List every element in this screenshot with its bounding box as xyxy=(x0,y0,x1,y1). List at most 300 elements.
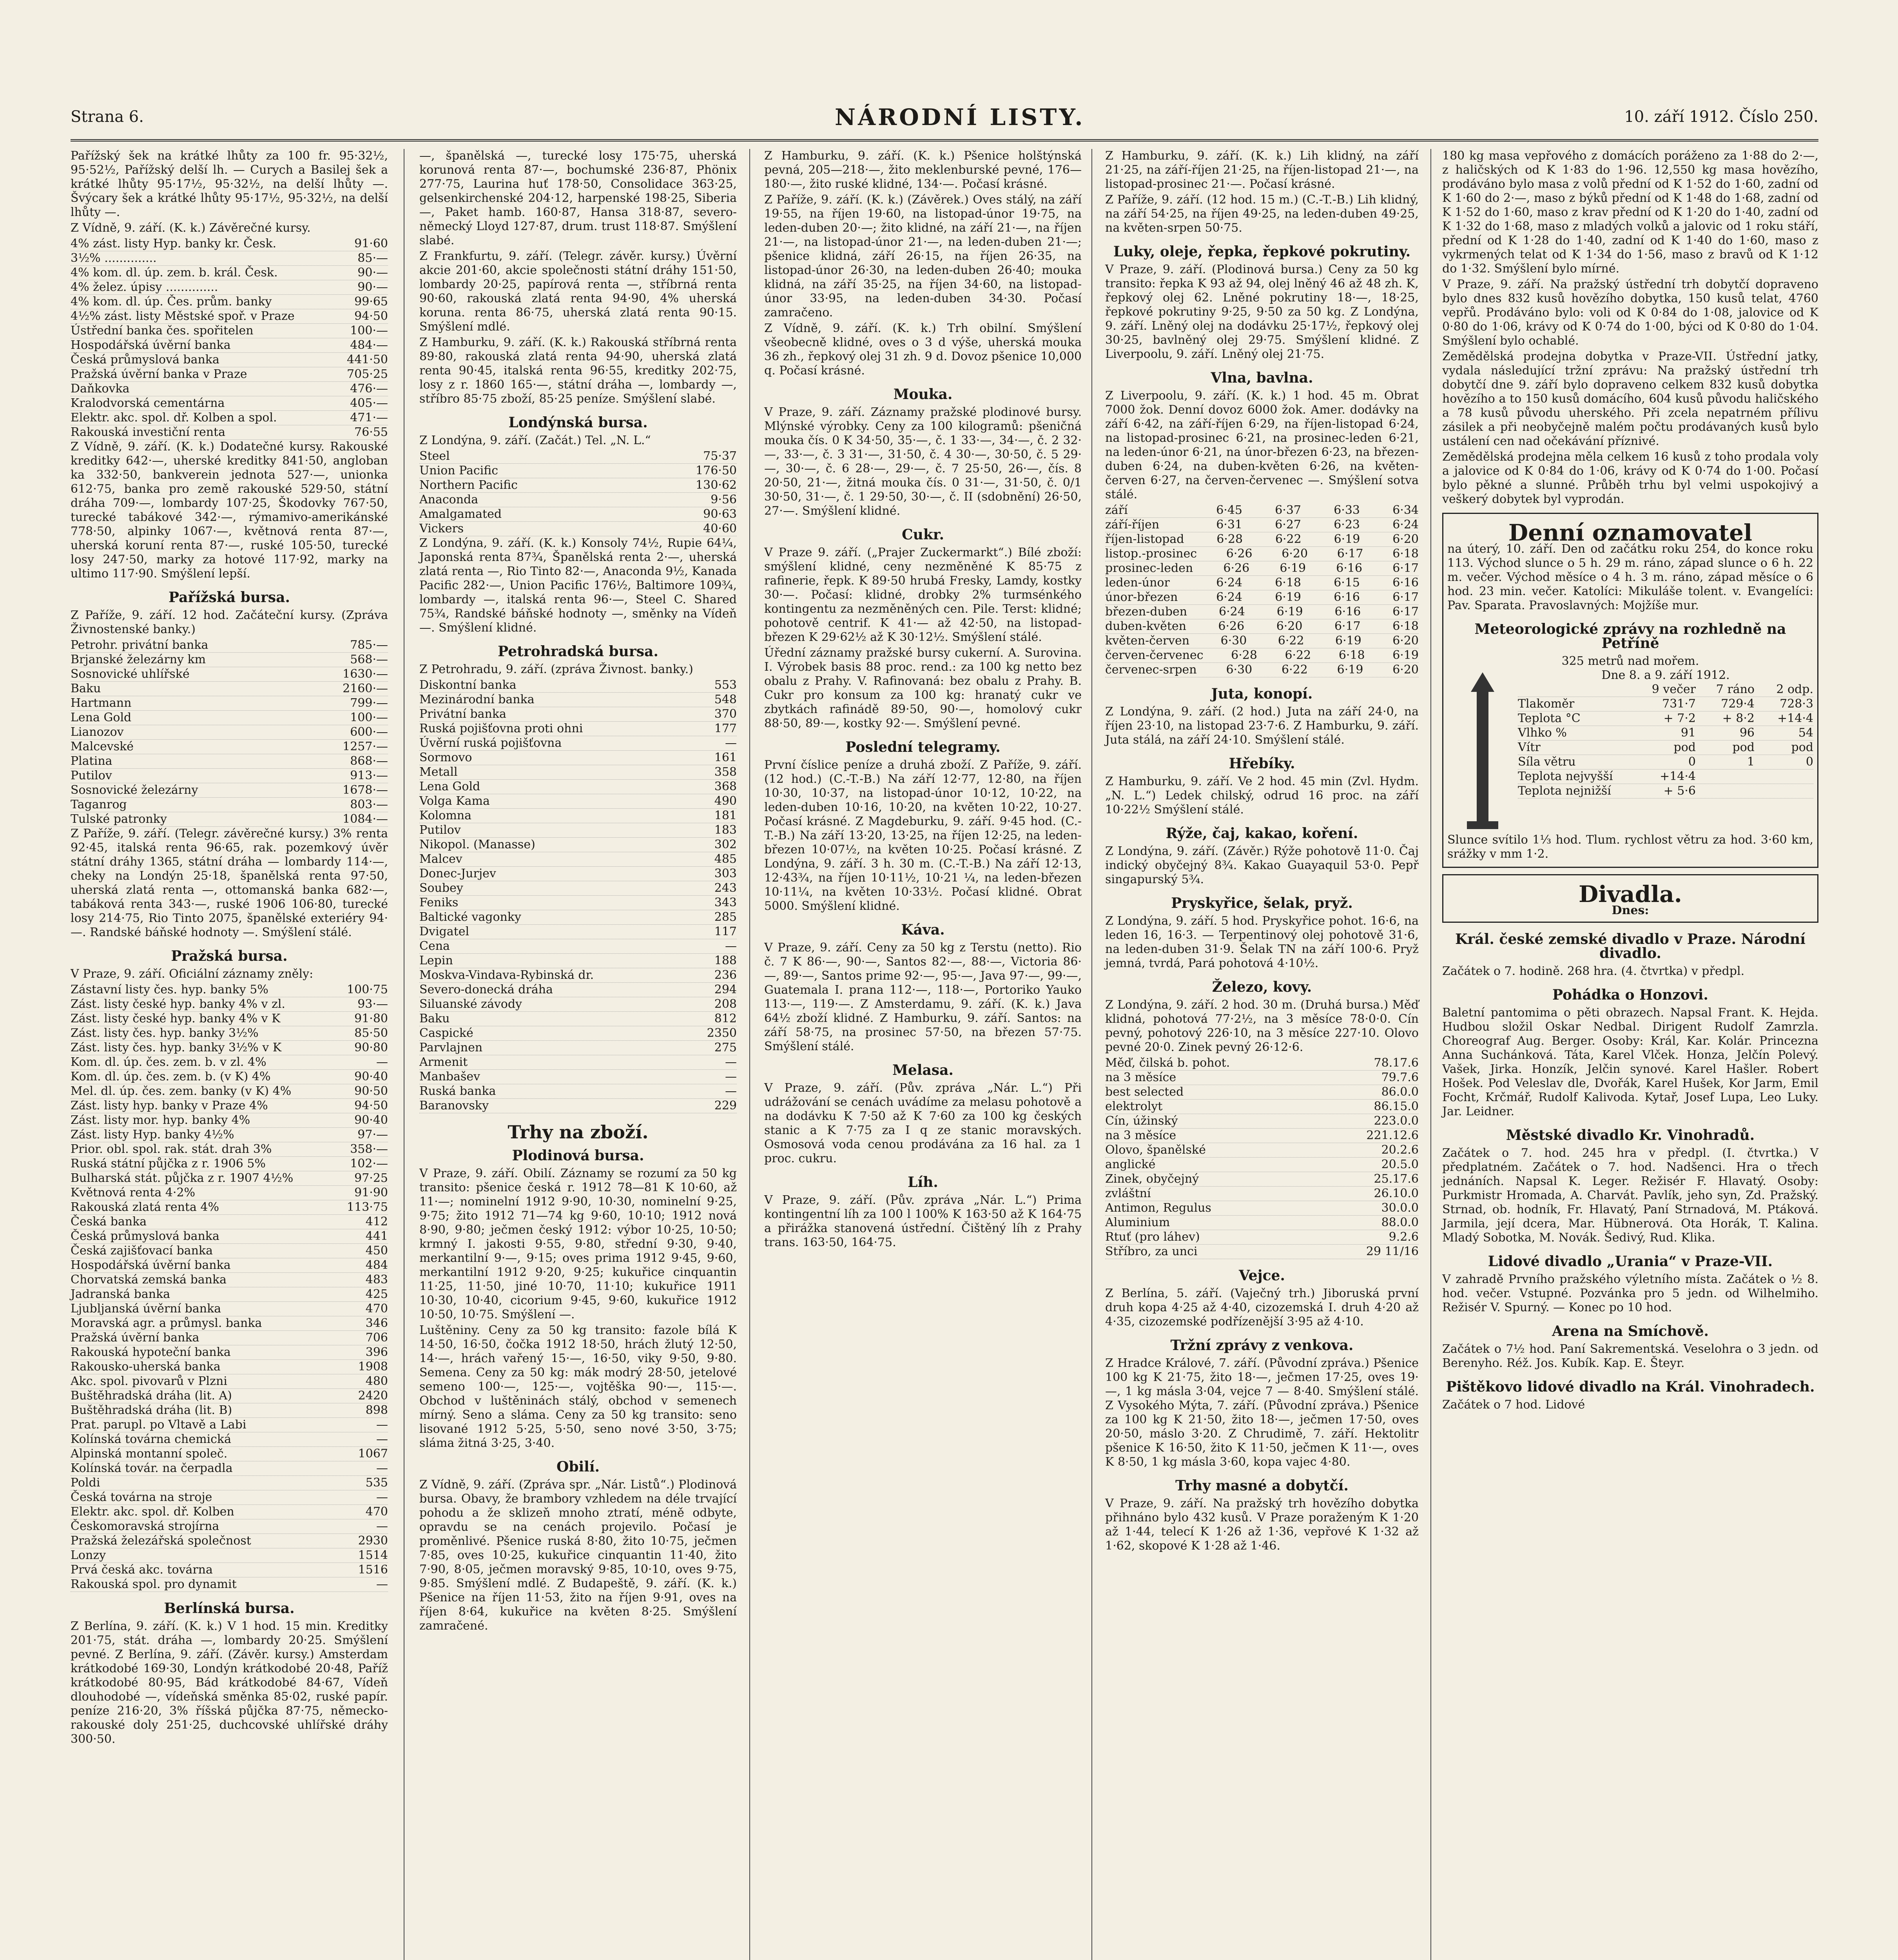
rate-table xyxy=(71,237,388,440)
table-cell: 6·16 xyxy=(1334,605,1361,619)
table-cell: 731·7 xyxy=(1662,697,1696,711)
table-row xyxy=(71,1171,388,1186)
table-cell: 0 xyxy=(1688,755,1696,769)
table-cell: 91·60 xyxy=(354,237,388,250)
table-row xyxy=(1105,576,1419,590)
table-cell: 303 xyxy=(714,867,737,880)
table-cell: Úvěrní ruská pojišťovna xyxy=(419,736,562,750)
table-cell: Elektr. akc. spol. dř. Kolben xyxy=(71,1505,234,1519)
table-cell: 6·20 xyxy=(1392,663,1419,677)
table-cell: Rakouská hypoteční banka xyxy=(71,1345,231,1359)
table-cell: 100·— xyxy=(350,711,388,724)
table-row xyxy=(419,823,737,838)
table-row xyxy=(419,983,737,997)
table-row xyxy=(1105,1114,1419,1129)
table-row xyxy=(1105,1085,1419,1100)
table-cell: Hospodářská úvěrní banka xyxy=(71,1258,231,1272)
table-row xyxy=(71,1374,388,1389)
article-text: Z Vídně, 9. září. (K. k.) Trh obilní. Smýšlení všeobecně klidné, oves o 3 d výše, uherská mouka 36 zh., řepkový olej 31 zh. 9 d. Dovoz pšenice 10,000 q. Počasí krásné. xyxy=(764,321,1082,377)
table-cell: 1084·— xyxy=(343,812,388,826)
table-cell: Zást. listy hyp. banky v Praze 4% xyxy=(71,1099,268,1112)
article-text: Z Londýna, 9. září. (K. k.) Konsoly 74½, Rupie 64¼, Japonská renta 87¾, Španělská renta 2·—, uherská zlatá renta —, Rio Tinto 82·—, Anaconda 9½, Kanada Pacific 282·—, Union Pacific 176½, Baltimore 109¾, lombardy —, italská renta 96·—, Steel C. Shared 75¾, Randské báňské hodnoty —, směnky na Vídeň —. Smýšlení klidné. xyxy=(419,536,737,635)
table-cell: 803·— xyxy=(350,798,388,811)
table-cell: 6·22 xyxy=(1282,663,1308,677)
table-row xyxy=(1105,1201,1419,1216)
table-row xyxy=(1518,682,1813,697)
table-cell: 6·17 xyxy=(1392,590,1419,604)
table-cell: Hartmann xyxy=(71,696,132,710)
table-cell: Olovo, španělské xyxy=(1105,1143,1206,1157)
table-cell: 275 xyxy=(714,1041,737,1054)
table-row xyxy=(71,783,388,798)
table-row xyxy=(71,1041,388,1055)
article-text: Z Vídně, 9. září. (K. k.) Závěrečné kursy. xyxy=(71,221,311,235)
table-cell: Sosnovické uhlířské xyxy=(71,667,190,681)
table-cell: Teplota °C xyxy=(1518,711,1581,725)
table-row xyxy=(419,493,737,507)
table-cell: 476·— xyxy=(350,382,388,396)
table-cell: Lepin xyxy=(419,954,453,967)
table-cell: 441 xyxy=(365,1229,388,1243)
table-cell: 1257·— xyxy=(343,740,388,753)
table-row xyxy=(1518,726,1813,740)
article-text: První číslice peníze a druhá zboží. Z Paříže, 9. září. (12 hod.) (C.-T.-B.) Na září 12·77, 12·80, na říjen 10·30, 10·37, na listopad-únor 10·12, 10·22, na leden-duben 10·16, 10·20, na květen 10·22, 10·27. Počasí krásné. Z Magdeburku, 9. září. 9·45 hod. (C.-T.-B.) Na září 13·20, 13·25, na říjen 12·25, na leden-březen 10·07½, na květen 10·25. Počasí krásné. Z Londýna, 9. září. 3 h. 30 m. (C.-T.-B.) Na září 12·13, 12·43¾, na říjen 10·11½, 10·21 ¼, na leden-březen 10·11¼, na květen 10·33½. Počasí klidné. Obrat 5000. Smýšlení klidné. xyxy=(764,758,1082,913)
table-row xyxy=(71,1012,388,1026)
theatre-name: Lidové divadlo „Urania“ v Praze-VII. xyxy=(1488,1253,1773,1270)
table-cell: 6·22 xyxy=(1285,648,1311,662)
table-cell: 484 xyxy=(365,1258,388,1272)
table-row xyxy=(1105,561,1419,576)
table-cell: 223.0.0 xyxy=(1374,1114,1419,1128)
table-cell: pod xyxy=(1791,740,1813,754)
article-text: V Praze, 9. září. (Pův. zpráva „Nár. L.“) Při udrážování se cenách uvádíme za melasu pohotově a na dodávku K 7·50 až K 7·60 za 100 kg českých stanic a K 7·75 za I q ze stanic moravských. Osmosová voda cenou prodávána za 16 hal. za 1 proc. cukru. xyxy=(764,1081,1082,1165)
page-number: Strana 6. xyxy=(71,108,144,126)
table-cell: 705·25 xyxy=(347,367,388,381)
column-divider xyxy=(1430,149,1431,1960)
table-row xyxy=(71,411,388,425)
table-row xyxy=(1105,518,1419,532)
table-cell: 1 xyxy=(1747,755,1755,769)
table-row xyxy=(71,1548,388,1563)
section-heading: Cukr. xyxy=(902,526,944,543)
table-cell: 6·20 xyxy=(1282,547,1308,561)
table-cell: 706 xyxy=(365,1331,388,1345)
article-text: Pařížský šek na krátké lhůty za 100 fr. 95·32½, 95·52½, Pařížský delší lh. — Curych a Basilej šek a krátké lhůty 95·17½, 95·32½, na delší lhůty —. Švýcary šek a krátké lhůty 95·17½, 95·32½, na delší lhůty —. xyxy=(71,149,388,219)
section-heading: Líh. xyxy=(908,1174,938,1191)
table-cell: Kom. dl. úp. čes. zem. b. v zl. 4% xyxy=(71,1055,266,1069)
table-cell xyxy=(1755,784,1813,798)
table-cell: Rakousko-uherská banka xyxy=(71,1360,221,1374)
theatre-name: Pištěkovo lidové divadlo na Král. Vinohradech. xyxy=(1446,1379,1815,1395)
table-cell: 91 xyxy=(1680,726,1696,740)
table-cell: + 5·6 xyxy=(1663,784,1696,798)
table-row xyxy=(71,1389,388,1403)
table-cell: Steel xyxy=(419,449,450,463)
rate-table xyxy=(71,983,388,1215)
theatre-box xyxy=(1442,874,1818,923)
table-row xyxy=(419,522,737,536)
table-cell: — xyxy=(376,1519,388,1533)
table-cell: 471·— xyxy=(350,411,388,425)
table-cell: Manbašev xyxy=(419,1070,480,1083)
table-row xyxy=(71,1186,388,1200)
table-cell: 6·15 xyxy=(1334,576,1360,590)
table-row xyxy=(1105,532,1419,547)
table-cell: Bulharská stát. půjčka z r. 1907 4½% xyxy=(71,1171,294,1185)
table-cell: 93·— xyxy=(357,997,388,1011)
table-row xyxy=(71,237,388,251)
table-cell: 54 xyxy=(1798,726,1813,740)
table-row xyxy=(1105,1071,1419,1085)
table-cell: 86.0.0 xyxy=(1381,1085,1419,1099)
table-cell: Lonzy xyxy=(71,1548,106,1562)
table-row xyxy=(71,1070,388,1084)
table-cell: — xyxy=(725,1084,737,1098)
table-row xyxy=(71,711,388,725)
table-row xyxy=(419,751,737,765)
table-row xyxy=(419,838,737,852)
table-row xyxy=(1518,769,1813,784)
table-row xyxy=(419,997,737,1012)
table-row xyxy=(71,1157,388,1171)
table-row xyxy=(419,910,737,925)
table-cell: 2420 xyxy=(358,1389,388,1403)
table-cell: Tlakoměr xyxy=(1518,697,1575,711)
table-row xyxy=(419,707,737,722)
section-heading: Mouka. xyxy=(893,386,953,403)
table-cell: Teplota nejvyšší xyxy=(1518,769,1613,783)
table-cell: Feniks xyxy=(419,896,459,909)
table-cell: — xyxy=(376,1461,388,1475)
table-cell: Moskva-Vindava-Rybinská dr. xyxy=(419,968,594,982)
table-row xyxy=(71,1432,388,1447)
table-cell: Petrohr. privátní banka xyxy=(71,638,208,652)
table-cell: Privátní banka xyxy=(419,707,506,721)
section-heading: Železo, kovy. xyxy=(1212,979,1312,995)
table-cell: Amalgamated xyxy=(419,507,502,521)
table-cell: Platina xyxy=(71,754,112,768)
table-cell: Síla větru xyxy=(1518,755,1576,769)
table-cell: Caspické xyxy=(419,1026,473,1040)
article-text: Z Frankfurtu, 9. září. (Telegr. závěr. kursy.) Úvěrní akcie 201·60, akcie společnosti státní dráhy 151·50, lombardy 20·25, papírová renta —, stříbrná renta 90·60, rakouská zlatá renta 94·90, 4% uherská koruna. renta 86·75, uherská zlatá renta 90·15. Smýšlení mdlé. xyxy=(419,249,737,334)
table-cell: 6·19 xyxy=(1334,532,1360,546)
table-cell: Lianozov xyxy=(71,725,124,739)
table-cell xyxy=(1755,769,1813,784)
table-cell: 6·24 xyxy=(1392,518,1419,532)
table-cell: 85·50 xyxy=(354,1026,388,1040)
table-cell: 6·24 xyxy=(1216,576,1242,590)
table-row xyxy=(71,1200,388,1215)
article-text: Z Londýna, 9. září. (2 hod.) Juta na září 24·0, na říjen 23·10, na listopad 23·7·6. Z Hamburku, 9. září. Juta stálá, na září 24·10. Smýšlení stálé. xyxy=(1105,705,1419,747)
table-cell: 6·45 xyxy=(1216,503,1242,517)
table-row xyxy=(71,1490,388,1505)
section-heading: Berlínská bursa. xyxy=(164,1600,295,1617)
table-row xyxy=(1518,784,1813,799)
table-cell: 26.10.0 xyxy=(1374,1187,1419,1200)
table-cell: Česká průmyslová banka xyxy=(71,353,219,367)
table-row xyxy=(71,324,388,338)
table-row xyxy=(419,852,737,867)
table-cell: 6·23 xyxy=(1334,518,1360,532)
column-4 xyxy=(1105,149,1419,1960)
article-text: V Praze, 9. září. (Pův. zpráva „Nár. L.“) Prima kontingentní líh za 100 l 100% K 163·50 až K 164·75 a přirážka stanovená ústřední. Čištěný líh z Prahy trans. 163·50, 164·75. xyxy=(764,1193,1082,1249)
table-row xyxy=(71,1563,388,1577)
table-row xyxy=(1105,648,1419,663)
table-cell: — xyxy=(725,736,737,750)
section-heading: Tržní zprávy z venkova. xyxy=(1170,1337,1354,1354)
rate-table xyxy=(71,1215,388,1592)
table-cell: Vlhko % xyxy=(1518,726,1567,740)
table-row xyxy=(71,1128,388,1142)
table-cell: 183 xyxy=(714,823,737,837)
section-heading: Pryskyřice, šelak, pryž. xyxy=(1171,895,1353,911)
table-row xyxy=(1105,619,1419,634)
table-cell: červenec-srpen xyxy=(1105,663,1197,677)
table-row xyxy=(71,1331,388,1345)
table-row xyxy=(419,968,737,983)
column-3 xyxy=(764,149,1082,1960)
table-cell: 6·19 xyxy=(1337,663,1363,677)
table-row xyxy=(71,1026,388,1041)
section-heading: Luky, oleje, řepka, řepkové pokrutiny. xyxy=(1113,243,1411,260)
table-cell: Volga Kama xyxy=(419,794,490,808)
table-cell: Teplota nejnižší xyxy=(1518,784,1611,798)
table-cell: 294 xyxy=(714,983,737,996)
article-text: V zahradě Prvního pražského výletního místa. Začátek o ½ 8. hod. večer. Vstupné. Pozvánka pro 5 jedn. od Wilhelmiho. Režisér V. Spurný. — Konec po 10 hod. xyxy=(1442,1272,1818,1314)
table-cell: 470 xyxy=(365,1505,388,1519)
table-row xyxy=(419,1026,737,1041)
table-cell: na 3 měsíce xyxy=(1105,1071,1177,1084)
table-cell: 913·— xyxy=(350,769,388,782)
table-row xyxy=(71,1505,388,1519)
table-cell: — xyxy=(376,1418,388,1432)
table-cell: 6·31 xyxy=(1216,518,1242,532)
article-text: Slunce svítilo 1⅓ hod. Tlum. rychlost větru za hod. 3·60 km, srážky v mm 1·2. xyxy=(1447,833,1813,861)
table-cell: 6·17 xyxy=(1392,605,1419,619)
table-cell: Moravská agr. a průmysl. banka xyxy=(71,1316,262,1330)
table-cell: 79.7.6 xyxy=(1381,1071,1419,1084)
table-row xyxy=(71,769,388,783)
table-cell: + 8·2 xyxy=(1722,711,1755,725)
table-row xyxy=(419,1084,737,1099)
table-cell: Buštěhradská dráha (lit. A) xyxy=(71,1389,232,1403)
table-cell: Ruská státní půjčka z r. 1906 5% xyxy=(71,1157,266,1171)
article-text: Z Vídně, 9. září. (K. k.) Dodatečné kursy. Rakouské kreditky 642·—, uherské kreditky 841·50, angloban ka 332·50, bankverein jednota 527·—, unionka 612·75, banka pro země rakouské 529·50, státní dráha 709·—, lombardy 107·25, Škodovky 767·50, turecké tabákové 342·—, rýmamivo-amerikánské 778·50, alpinky 1067·—, květnová renta 87·—, uherská koruní renta 87·—, ruské 105·50, turecké losy 247·50, marky za hotové 117·92, marky na ultimo 117·90. Smýšlení lepší. xyxy=(71,440,388,581)
table-cell: Ruská pojišťovna proti ohni xyxy=(419,722,583,735)
table-cell: 485 xyxy=(714,852,737,866)
table-cell: Stříbro, za unci xyxy=(1105,1245,1198,1258)
article-text: Z Hamburku, 9. září. Ve 2 hod. 45 min (Zvl. Hydm. „N. L.“) Ledek chilský, odrud 16 proc. na září 10·22½ Smýšlení stálé. xyxy=(1105,775,1419,817)
table-cell: Prior. obl. spol. rak. stát. drah 3% xyxy=(71,1142,272,1156)
play-title: Pohádka o Honzovi. xyxy=(1552,987,1708,1003)
table-row xyxy=(419,925,737,939)
table-cell: 75·37 xyxy=(703,449,737,463)
table-cell: 480 xyxy=(365,1374,388,1388)
table-row xyxy=(71,1258,388,1273)
table-cell: 9 večer xyxy=(1651,682,1696,696)
article-text: na úterý, 10. září. Den od začátku roku 254, do konce roku 113. Východ slunce o 5 h. 29 m. ráno, západ slunce o 6 h. 22 m. večer. Východ měsíce o 4 h. 3 m. ráno, západ měsíce o 6 hod. 23 min. večer. Katolíci: Mikuláše tolent. v. Evangelíci: Pav. Sparata. Pravoslavných: Mojžíše mur. xyxy=(1447,542,1813,612)
table-cell: Sormovo xyxy=(419,751,472,764)
observatory-tower-icon xyxy=(1447,668,1518,833)
table-cell: Northern Pacific xyxy=(419,478,518,492)
table-cell: 113·75 xyxy=(347,1200,388,1214)
table-cell: Cín, úžinský xyxy=(1105,1114,1178,1128)
table-cell: Pražská železářská společnost xyxy=(71,1534,251,1548)
table-cell: 6·16 xyxy=(1336,561,1363,575)
table-row xyxy=(419,1099,737,1113)
table-cell: 412 xyxy=(365,1215,388,1229)
table-cell: 6·33 xyxy=(1334,503,1360,517)
table-row xyxy=(71,1447,388,1461)
table-row xyxy=(71,280,388,295)
table-cell: 40·60 xyxy=(703,522,737,535)
table-row xyxy=(71,1055,388,1070)
table-cell: Hospodářská úvěrní banka xyxy=(71,338,231,352)
table-cell: 6·26 xyxy=(1226,547,1253,561)
table-row xyxy=(1105,1129,1419,1143)
table-cell: Lena Gold xyxy=(419,780,480,793)
table-cell: Brjanské železárny km xyxy=(71,653,206,666)
table-row xyxy=(71,1302,388,1316)
table-cell: Alpinská montanní společ. xyxy=(71,1447,228,1461)
table-cell: Pražská úvěrní banka xyxy=(71,1331,199,1345)
table-cell: 490 xyxy=(714,794,737,808)
table-row xyxy=(71,1476,388,1490)
table-cell: 285 xyxy=(714,910,737,924)
table-row xyxy=(419,765,737,780)
table-row xyxy=(419,722,737,736)
table-cell xyxy=(1518,682,1637,697)
table-cell: zvláštní xyxy=(1105,1187,1151,1200)
table-cell: — xyxy=(376,1490,388,1504)
table-cell: říjen-listopad xyxy=(1105,532,1184,546)
table-cell xyxy=(1696,769,1755,784)
article-text: 180 kg masa vepřového z domácích poráženo za 1·88 do 2·—, z haličských od K 1·83 do 1·96. 12,550 kg masa hovězího, prodáváno bylo masa z volů přední od K 1·52 do 1·60, zadní od K 1·60 do 2·—, maso z býků přední od K 1·48 do 1·68, zadní od K 1·52 do 1·60, maso z krav přední od K 1·20 do 1·40, zadní od K 1·32 do 1·68, maso z mladých volků a jalovic od 1 roku stáří, přední od K 1·28 do 1·40, zadní od K 1·40 do 1·60, maso z vykrmených telat od K 1·34 do 1·56, maso z bravů od K 1·12 do 1·32. Smýšlení bylo mírné. xyxy=(1442,149,1818,276)
table-cell: Česká banka xyxy=(71,1215,147,1229)
table-row xyxy=(71,1287,388,1302)
article-text: Z Hamburku, 9. září. (K. k.) Rakouská stříbrná renta 89·80, rakouská zlatá renta 94·90, uherská zlatá renta 90·45, italská renta 96·55, kreditky 202·75, losy z r. 1860 165·—, státní dráha —, lombardy —, stříbro 85·75 zboží, 85·25 peníze. Smýšlení slabé. xyxy=(419,336,737,406)
issue-date: 10. září 1912. Číslo 250. xyxy=(1624,108,1818,126)
table-cell: 1908 xyxy=(358,1360,388,1374)
table-cell: 78.17.6 xyxy=(1374,1056,1419,1070)
section-heading: Denní oznamovatel xyxy=(1508,519,1753,546)
table-cell: 90·50 xyxy=(354,1084,388,1098)
table-cell: Parvlajnen xyxy=(419,1041,483,1054)
table-cell: 6·19 xyxy=(1276,605,1303,619)
article-text: V Praze, 9. září. Na pražský trh hovězího dobytka přihnáno bylo 432 kusů. V Praze poraženým K 1·20 až 1·44, telecí K 1·26 až 1·36, vepřové K 1·32 až 1·62, skopové K 1·28 až 1·46. xyxy=(1105,1497,1419,1553)
table-row xyxy=(1105,605,1419,619)
table-row xyxy=(71,353,388,367)
article-text: V Praze, 9. září. Ceny za 50 kg z Terstu (netto). Rio č. 7 K 86·—, 90·—, Santos 82·—, 88·—, Victoria 86·—, 89·—, Santos prime 92·—, 95·—, Java 97·—, 99·—, Guatemala I. prana 112·—, 118·—, Portoriko Yauko 113·—, 119·—. Z Amsterdamu, 9. září. (K. k.) Java 64½ zboží klidné. Z Hamburku, 9. září. Santos: na září 58·75, na prosinec 57·50, na březen 57·75. Smýšlení stálé. xyxy=(764,941,1082,1053)
table-cell: 483 xyxy=(365,1273,388,1287)
table-cell: Soubey xyxy=(419,881,463,895)
section-heading: Melasa. xyxy=(892,1062,954,1078)
table-cell: 6·34 xyxy=(1392,503,1419,517)
table-cell: Lena Gold xyxy=(71,711,132,724)
article-text: Z Londýna, 9. září. (Závěr.) Rýže pohotově 11·0. Čaj indický obyčejný 8¾. Kakao Guayaquil 53·0. Pepř singapurský 5¾. xyxy=(1105,844,1419,886)
table-cell: 6·20 xyxy=(1392,634,1419,648)
table-cell: 799·— xyxy=(350,696,388,710)
table-row xyxy=(419,867,737,881)
section-heading: Trhy na zboží. xyxy=(508,1122,649,1143)
table-cell: 812 xyxy=(714,1012,737,1025)
table-row xyxy=(1105,1172,1419,1187)
table-row xyxy=(1518,711,1813,726)
table-cell: Nikopol. (Manasse) xyxy=(419,838,535,851)
table-cell: 396 xyxy=(365,1345,388,1359)
article-text: Z Hradce Králové, 7. září. (Původní zpráva.) Pšenice 100 kg K 21·75, žito 18·—, ječmen 17·25, oves 19·—, 1 kg másla 3·04, vejce 7 — 8·40. Smýšlení stálé. Z Vysokého Mýta, 7. září. (Původní zpráva.) Pšenice za 100 kg K 21·50, žito 18·—, ječmen 17·50, oves 20·50, máslo 3·20. Z Chrudimě, 7. září. Hektolitr pšenice K 16·50, žito K 11·50, ječmen K 11·—, oves K 8·50, 1 kg másla 3·60, kopa vajec 4·80. xyxy=(1105,1356,1419,1469)
table-cell: 2930 xyxy=(358,1534,388,1548)
column-2 xyxy=(419,149,737,1960)
table-cell: Sosnovické železárny xyxy=(71,783,198,797)
table-cell: 6·26 xyxy=(1218,619,1245,633)
table-row xyxy=(71,251,388,266)
table-row xyxy=(71,1519,388,1534)
table-row xyxy=(419,881,737,896)
table-cell: 1678·— xyxy=(343,783,388,797)
column-divider xyxy=(749,149,750,1960)
table-cell: 868·— xyxy=(350,754,388,768)
article-text: Začátek o 7½ hod. Paní Sakrementská. Veselohra o 3 jedn. od Berenyho. Réž. Jos. Kubík. Kap. E. Šteyr. xyxy=(1442,1342,1818,1370)
table-row xyxy=(1105,1056,1419,1071)
table-cell: 6·16 xyxy=(1392,576,1419,590)
table-cell: Ruská banka xyxy=(419,1084,496,1098)
table-cell: 6·37 xyxy=(1275,503,1301,517)
table-row xyxy=(71,696,388,711)
section-heading: Rýže, čaj, kakao, koření. xyxy=(1166,825,1358,842)
table-cell: Antimon, Regulus xyxy=(1105,1201,1211,1215)
table-cell: 7 ráno xyxy=(1716,682,1755,696)
table-cell: pod xyxy=(1673,740,1696,754)
table-cell: Jadranská banka xyxy=(71,1287,170,1301)
table-cell: +14·4 xyxy=(1777,711,1813,725)
table-row xyxy=(71,1418,388,1432)
table-row xyxy=(71,983,388,997)
table-cell: Česká průmyslová banka xyxy=(71,1229,219,1243)
table-cell: 4% zást. listy Hyp. banky kr. Česk. xyxy=(71,237,277,250)
table-cell: Vickers xyxy=(419,522,464,535)
table-cell: 229 xyxy=(714,1099,737,1112)
table-cell: Baku xyxy=(71,682,101,695)
rate-table xyxy=(1105,1056,1419,1259)
table-cell: 6·24 xyxy=(1219,605,1245,619)
table-row xyxy=(1105,503,1419,518)
table-cell: 117 xyxy=(714,925,737,938)
table-cell: 177 xyxy=(714,722,737,735)
article-text: V Praze 9. září. („Prajer Zuckermarkt“.) Bílé zboží: smýšlení klidné, ceny nezměněné K 85·75 z rafinerie, řepk. K 89·50 hrubá Fresky, Lamdy, kostky 30·—. Počasí: klidné, drobky 2% turmsénkého kontingentu za nezměněných cen. Pile. Terst: klidné; pohotově centrif. K 41·— až 42·50, na listopad-březen K 29·62½ až K 30·12½. Smýšlení stálé. xyxy=(764,546,1082,644)
table-cell: 4% želez. úpisy .............. xyxy=(71,280,218,294)
article-text: Z Hamburku, 9. září. (K. k.) Lih klidný, na září 21·25, na září-říjen 21·25, na říjen-listopad 21·—, na listopad-prosinec 21·—. Počasí krásné. xyxy=(1105,149,1419,191)
table-cell: 9·56 xyxy=(711,493,737,506)
weather-table xyxy=(1518,682,1813,799)
table-row xyxy=(71,1229,388,1244)
table-cell: Kolínská továr. na čerpadla xyxy=(71,1461,233,1475)
table-cell: 6·28 xyxy=(1216,532,1243,546)
table-row xyxy=(71,740,388,754)
table-row xyxy=(71,382,388,396)
table-cell: 90·40 xyxy=(354,1113,388,1127)
table-cell: 568·— xyxy=(350,653,388,666)
table-cell: — xyxy=(376,1577,388,1591)
table-cell: duben-květen xyxy=(1105,619,1186,633)
article-text: Z Berlína, 5. září. (Vaječný trh.) Jiboruská první druh kopa 4·25 až 4·40, cizozemská I. druh 4·20 až 4·35, cizozemské podřízenější 3·95 až 4·10. xyxy=(1105,1287,1419,1328)
table-cell: 30.0.0 xyxy=(1381,1201,1419,1215)
article-text: V Praze, 9. září. Obilí. Záznamy se rozumí za 50 kg transito: pšenice česká r. 1912 78—81 K 10·60, až 11·—; nominelní 1912 9·90, 10·30, nominelní 9·25, 9·75; žito 1912 71—74 kg 9·60, 10·10; 1912 nová 8·90, 9·80; ječmen český 1912: výbor 10·25, 10·50; krmný I. jakosti 9·55, 9·80, střední 9·30, 9·40, merkantilní 9·—, 9·15; oves prima 1912 9·45, 9·60, merkantilní 1912 9·20, 9·25; kukuřice cinquantin 11·25, 11·50, jiné 10·70, 11·10; kukuřice 1911 10·30, 10·40, cicorium 9·45, 9·60, kukuřice 1912 10·50, 10·75. Smýšlení —. xyxy=(419,1167,737,1321)
table-cell: 6·28 xyxy=(1231,648,1257,662)
table-cell xyxy=(1696,784,1755,798)
table-row xyxy=(419,1070,737,1084)
table-cell: Chorvatská zemská banka xyxy=(71,1273,227,1287)
